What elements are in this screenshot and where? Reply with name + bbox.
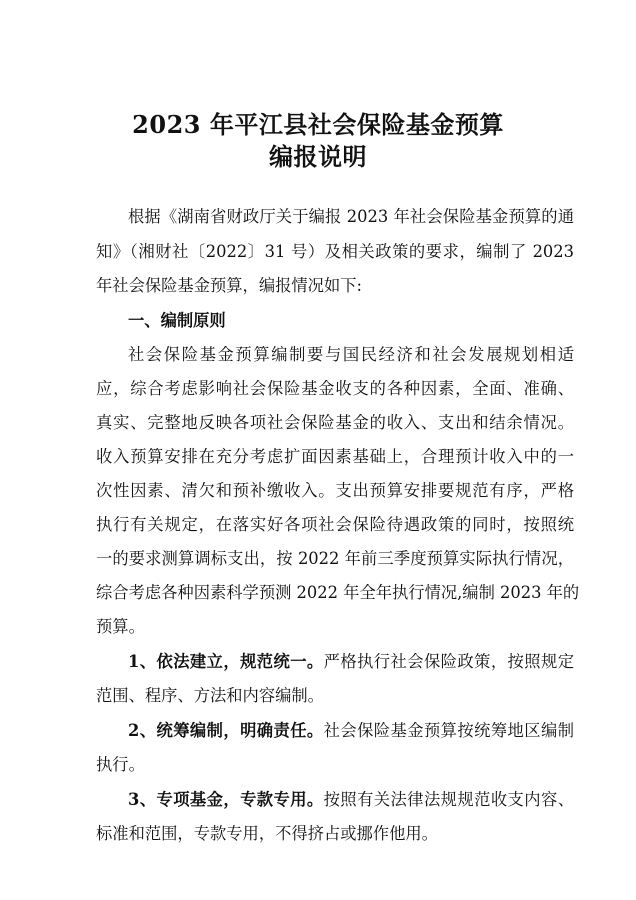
principle-item-3-continued: 标准和范围，专款专用，不得挤占或挪作他用。 bbox=[96, 824, 438, 843]
paragraph-line-4: 收入预算安排在充分考虑扩面因素基础上，合理预计收入中的一 bbox=[96, 447, 574, 466]
paragraph-line-2: 应，综合考虑影响社会保险基金收支的各种因素，全面、准确、 bbox=[96, 379, 574, 398]
principle-item-3-text: 按照有关法律法规规范收支内容、 bbox=[323, 790, 574, 809]
principle-item-2-continued: 执行。 bbox=[96, 755, 145, 774]
paragraph-line-3: 真实、完整地反映各项社会保险基金的收入、支出和结余情况。 bbox=[96, 413, 574, 432]
document-title: 2023 年平江县社会保险基金预算 bbox=[132, 110, 504, 139]
document-subtitle: 编报说明 bbox=[269, 142, 367, 171]
principle-item-3-title: 3、专项基金，专款专用。 bbox=[128, 790, 324, 809]
principle-item-2 bbox=[128, 719, 574, 743]
principle-item-2-text: 社会保险基金预算按统筹地区编制 bbox=[323, 721, 574, 740]
principle-item-2-title: 2、统筹编制，明确责任。 bbox=[128, 721, 324, 740]
principle-item-1-title: 1、依法建立，规范统一。 bbox=[128, 652, 324, 671]
principle-item-3 bbox=[128, 788, 574, 812]
intro-line-3: 年社会保险基金预算，编报情况如下: bbox=[96, 276, 362, 295]
principle-item-1 bbox=[128, 650, 574, 674]
paragraph-line-8: 综合考虑各种因素科学预测 2022 年全年执行情况,编制 2023 年的 bbox=[96, 583, 580, 602]
principle-item-1-text: 严格执行社会保险政策，按照规定 bbox=[323, 652, 574, 671]
paragraph-line-7: 一的要求测算调标支出，按 2022 年前三季度预算实际执行情况， bbox=[96, 549, 574, 568]
paragraph-line-5: 次性因素、清欠和预补缴收入。支出预算安排要规范有序，严格 bbox=[96, 481, 574, 500]
paragraph-line-9: 预算。 bbox=[96, 617, 145, 636]
intro-line-1: 根据《湖南省财政厅关于编报 2023 年社会保险基金预算的通 bbox=[128, 207, 574, 226]
section-heading: 一、编制原则 bbox=[128, 311, 226, 330]
principle-item-1-continued: 范围、程序、方法和内容编制。 bbox=[96, 686, 324, 705]
paragraph-line-1: 社会保险基金预算编制要与国民经济和社会发展规划相适 bbox=[128, 345, 574, 364]
intro-line-2: 知》（湘财社〔2022〕31 号）及相关政策的要求，编制了 2023 bbox=[96, 242, 574, 261]
paragraph-line-6: 执行有关规定，在落实好各项社会保险待遇政策的同时，按照统 bbox=[96, 515, 574, 534]
